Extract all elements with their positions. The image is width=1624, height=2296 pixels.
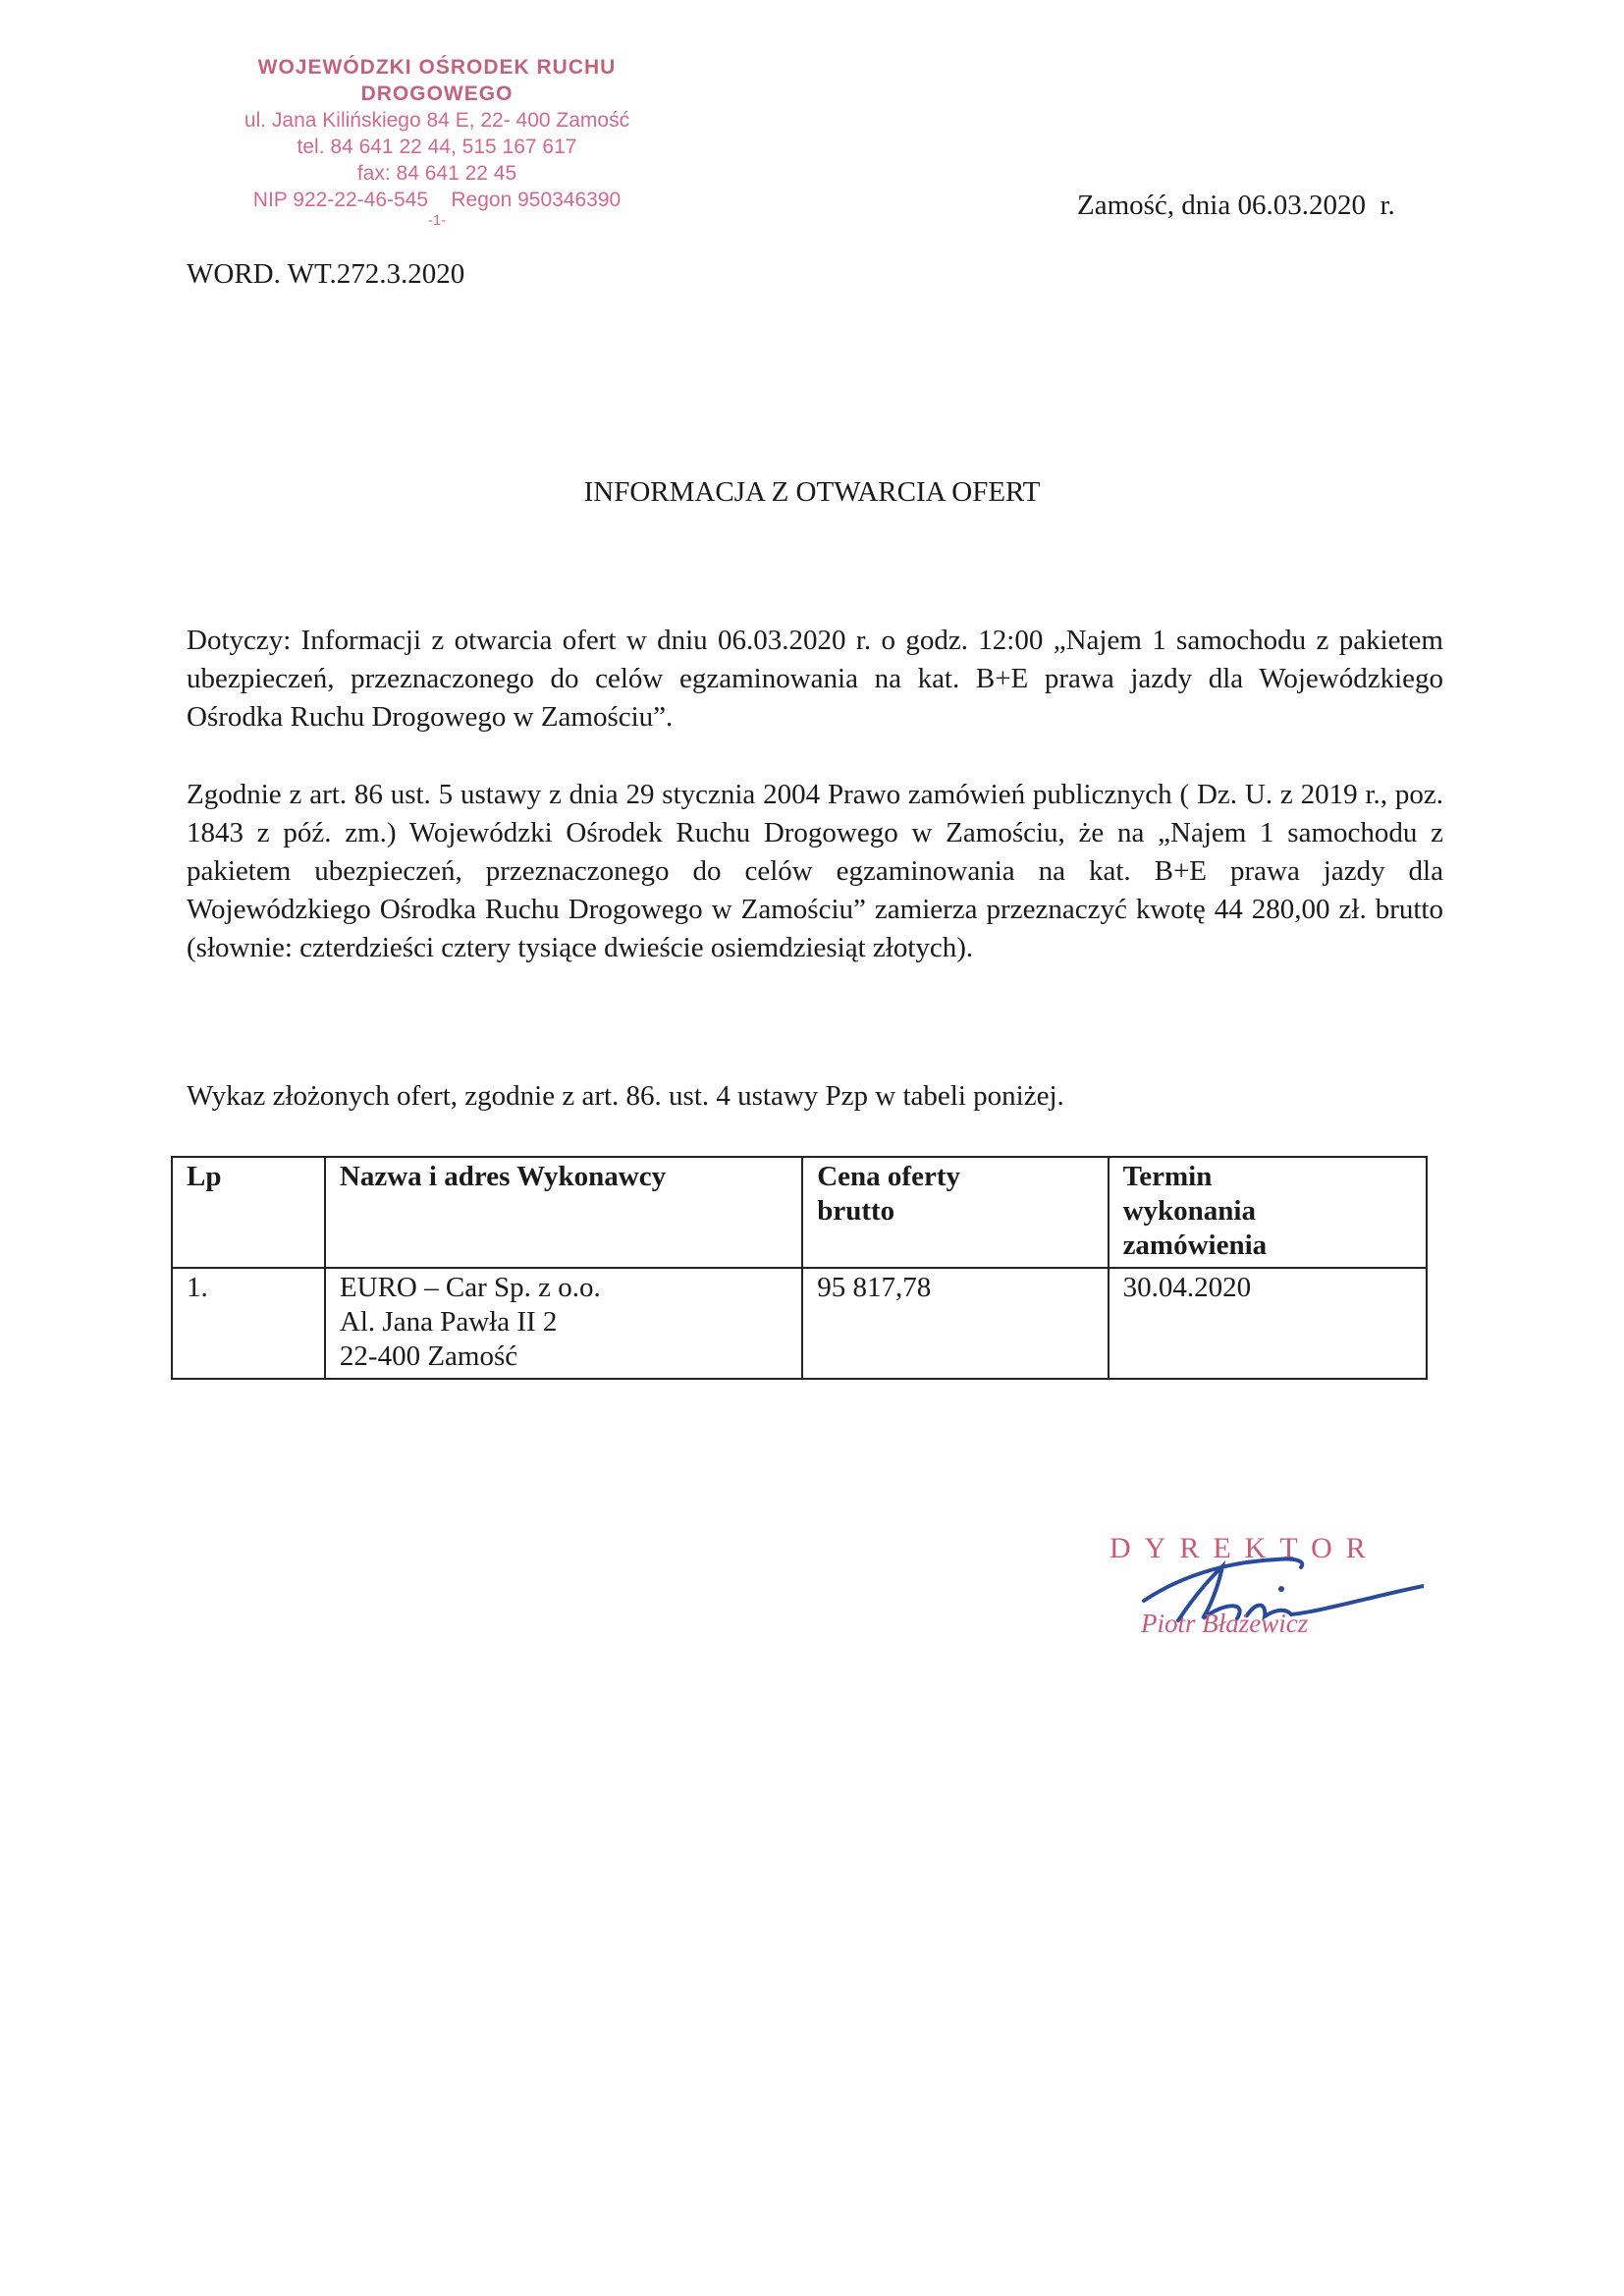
cell-deadline: 30.04.2020	[1109, 1268, 1427, 1379]
stamp-address: ul. Jana Kilińskiego 84 E, 22- 400 Zamość	[244, 109, 630, 132]
offers-list-intro: Wykaz złożonych ofert, zgodnie z art. 86. ust. 4 ustawy Pzp w tabeli poniżej.	[187, 1080, 1064, 1112]
place-date: Zamość, dnia 06.03.2020 r.	[1077, 190, 1395, 221]
subject-paragraph: Dotyczy: Informacji z otwarcia ofert w dniu 06.03.2020 r. o godz. 12:00 „Najem 1 samochodu z pakietem ubezpieczeń, przeznaczonego do celów egzaminowania na kat. B+E prawa jazdy dla Wojewódzkiego Ośrodka Ruchu Drogowego w Zamościu”.	[187, 625, 1443, 733]
header-contractor: Nazwa i adres Wykonawcy	[325, 1157, 802, 1268]
signature-name: Piotr Błażewicz	[1141, 1609, 1309, 1638]
cell-price: 95 817,78	[802, 1268, 1108, 1379]
header-price: Cena oferty brutto	[802, 1157, 1108, 1268]
stamp-page-mark: -1-	[427, 212, 447, 229]
contractor-name: EURO – Car Sp. z o.o.	[339, 1272, 601, 1303]
stamp-ids: NIP 922-22-46-545 Regon 950346390	[252, 189, 622, 211]
table-row	[172, 1268, 1427, 1379]
table-header-row	[172, 1157, 1427, 1268]
stamp-fax: fax: 84 641 22 45	[356, 162, 517, 185]
director-signature-block	[1100, 1532, 1424, 1650]
header-lp: Lp	[172, 1157, 325, 1268]
contractor-street: Al. Jana Pawła II 2	[339, 1306, 558, 1338]
contractor-city: 22-400 Zamość	[339, 1340, 518, 1372]
cell-contractor	[325, 1268, 802, 1379]
stamp-organization: WOJEWÓDZKI OŚRODEK RUCHU DROGOWEGO	[257, 56, 617, 105]
organization-stamp	[201, 54, 673, 229]
cell-lp: 1.	[172, 1268, 325, 1379]
document-title: INFORMACJA Z OTWARCIA OFERT	[583, 476, 1041, 508]
reference-number: WORD. WT.272.3.2020	[187, 258, 465, 290]
signature-role: DYREKTOR	[1110, 1532, 1380, 1564]
header-deadline: Termin wykonania zamówienia	[1109, 1157, 1427, 1268]
budget-paragraph: Zgodnie z art. 86 ust. 5 ustawy z dnia 29 stycznia 2004 Prawo zamówień publicznych ( Dz. U. z 2019 r., poz. 1843 z póź. zm.) Wojewódzki Ośrodek Ruchu Drogowego w Zamościu, że na „Najem 1 samochodu z pakietem ubezpieczeń, przeznaczonego do celów egzaminowania na kat. B+E prawa jazdy dla Wojewódzkiego Ośrodka Ruchu Drogowego w Zamościu” zamierza przeznaczyć kwotę 44 280,00 zł. brutto (słownie: czterdzieści cztery tysiące dwieście osiemdziesiąt złotych).	[187, 779, 1443, 963]
stamp-phone: tel. 84 641 22 44, 515 167 617	[297, 136, 577, 158]
offers-table	[171, 1156, 1428, 1380]
